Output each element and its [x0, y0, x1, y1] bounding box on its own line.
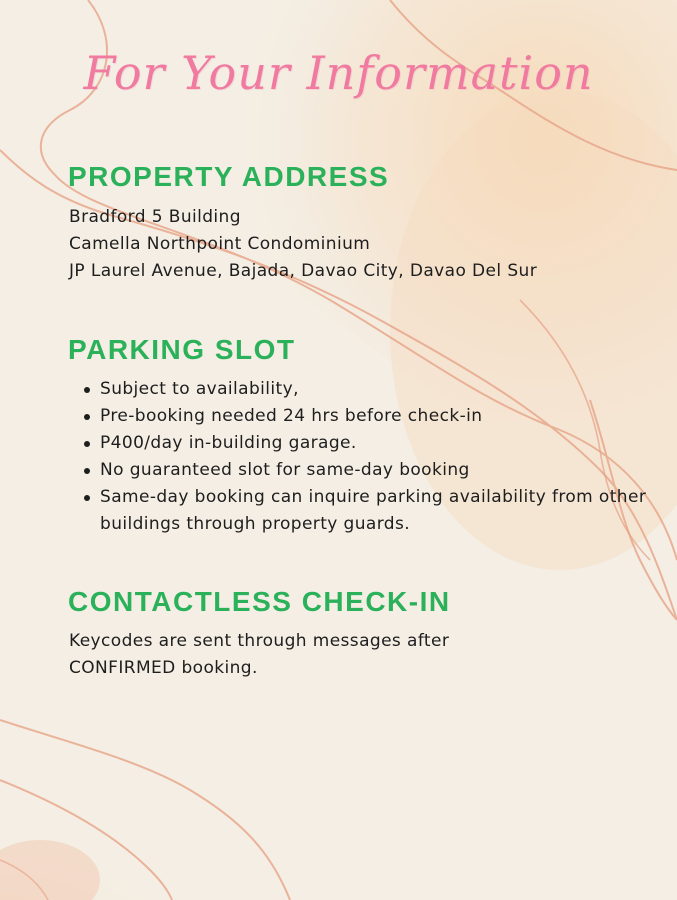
- address-line: Camella Northpoint Condominium: [69, 234, 371, 254]
- address-line: Bradford 5 Building: [69, 207, 241, 227]
- list-item: No guaranteed slot for same-day booking: [80, 457, 660, 484]
- parking-slot-heading: PARKING SLOT: [68, 334, 296, 365]
- property-address-heading: PROPERTY ADDRESS: [68, 161, 390, 192]
- property-address-text: [69, 204, 537, 285]
- contactless-checkin-text: [69, 628, 449, 682]
- list-item: Same-day booking can inquire parking availability from other buildings through property guards.: [80, 484, 660, 538]
- list-item: P400/day in-building garage.: [80, 430, 660, 457]
- contactless-checkin-heading: CONTACTLESS CHECK-IN: [68, 586, 451, 617]
- list-item: Pre-booking needed 24 hrs before check-in: [80, 403, 660, 430]
- checkin-line: Keycodes are sent through messages after: [69, 631, 450, 651]
- checkin-line: CONFIRMED booking.: [69, 658, 258, 678]
- parking-slot-list: [80, 376, 660, 538]
- list-item: Subject to availability,: [80, 376, 660, 403]
- address-line: JP Laurel Avenue, Bajada, Davao City, Davao Del Sur: [69, 261, 538, 281]
- page-title: For Your Information: [83, 46, 594, 100]
